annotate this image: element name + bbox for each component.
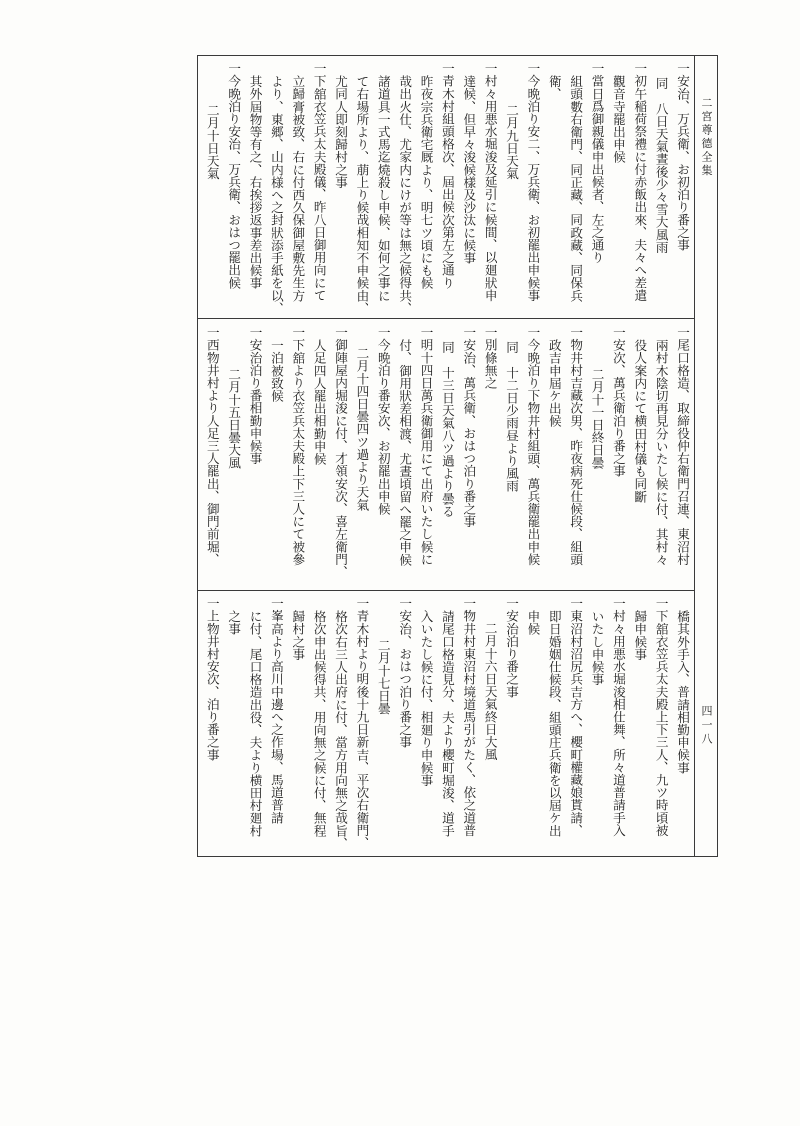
date-heading: 二月十日天氣 [204,103,220,180]
text-column: いたし申候事 [589,609,605,686]
text-column: 尤同人即刻歸村之事 [333,74,348,188]
upper-tier [201,55,693,318]
text-column: 歸村之事 [290,609,306,660]
text-column: 一青木村組頭格次、屆出候次第左之通り [439,62,455,289]
text-column: 一物井村吉藏次男、昨夜病死仕候段、組頭 [568,326,584,566]
date-heading: 同 十二日少雨昼より風雨 [504,341,519,493]
date-heading: 二月九日天氣 [504,103,519,180]
text-column: 一泊被致候 [268,338,284,402]
text-column: 人足四人罷出相勤申候 [311,338,327,465]
date-heading: 二月十四日曇四ツ過より天氣 [354,347,370,512]
text-column: 一今晩泊り下物井村組頭、萬兵衛罷出申候 [525,326,541,566]
text-column: 之事 [226,609,242,635]
text-column: 觀音寺罷出申候 [610,74,626,163]
text-column: 格次右三人出府に付、當方用向無之哉旨、 [333,609,348,849]
text-column: 立歸膏被致、右に付西久保御屋敷先生方 [290,74,306,302]
text-column: 達候、但早々浚候樣及沙汰に候事 [461,74,477,264]
text-column: 一村々用悪水堀浚相仕舞、所々道普請手入 [610,597,626,837]
text-column: 一安治泊り番之事 [504,597,519,698]
date-heading: 二月十六日天氣終日大風 [482,622,498,761]
text-column: 組頭數右衛門、同正藏、同政藏、同保兵 [568,74,584,302]
text-column: 一下舘より衣笠兵太夫殿上下三人にて被參 [290,326,306,566]
header-rule [694,55,695,857]
text-column: 一西物井村より人足三人罷出、御門前堀、 [204,326,220,566]
text-column: 一安次、萬兵衛泊り番之事 [610,326,626,478]
running-title: 二宮尊德全集 [700,97,713,178]
page-number: 四一八 [700,705,713,747]
lower-tier [201,590,693,856]
text-column: 一物井村東沼村境道馬引がたく、依之道普 [461,597,477,837]
text-column: より、東郷、山内様へ之封狀添手紙を以、 [268,74,284,314]
text-column: 付、御用狀差相渡、尤晝頃留へ罷之申候 [397,338,413,566]
text-column: 一安治、おはつ泊り番之事 [397,597,413,749]
date-heading: 二月十五日曇大風 [226,367,242,469]
text-column: 一御陣屋内堀浚に付、才領安次、喜左衛門、 [333,326,348,578]
text-column: 其外屆物等有之、右挨拶返事差出候事 [247,74,263,289]
text-column: 一明十四日萬兵衛御用にて出府いたし候に [418,326,434,566]
text-column: 一東沼村沼尻兵吉方へ、櫻町權藏娘貰請、 [568,597,584,837]
text-column: 諸道具一式馬迄燒殺し申候、如何之事に [375,74,391,302]
text-column: 申候 [525,609,541,635]
text-column: て右場所より、萠上り候哉相知不申候由、 [354,74,370,314]
text-column: 即日婚姻仕候段、組頭庄兵衛を以屆ケ出 [546,609,562,837]
middle-tier [201,318,693,590]
text-column: 衛、 [546,74,562,100]
text-column: に付、尾口格造出役、夫より横田村廻村 [247,609,263,837]
text-column: 一村々用悪水堀浚及延引に候間、以廻狀申 [482,62,498,302]
text-column: 一上物井村安次、泊り番之事 [204,597,220,761]
text-column: 一今晩泊り番安次、お初罷出申候 [375,326,391,515]
text-column: 歸申候事 [632,609,648,660]
text-column: 一今晩泊り安治、万兵衛、おはつ罷出候 [226,62,242,289]
text-column: 一今晩泊り安二、万兵衛、お初罷出申候事 [525,62,541,302]
text-column: 一安治、萬兵衛、おはつ泊り番之事 [461,326,477,528]
text-column: 橋其外手入、普請相勤申候事 [675,609,690,774]
date-heading: 二月十七日曇 [375,638,391,715]
date-heading: 同 十三日天氣八ツ過より曇る [439,341,455,518]
text-column: 一峯高より高川中邊へ之作場、馬道普請 [268,597,284,824]
text-column: 一安治泊り番相勤申候事 [247,326,263,465]
text-column: 兩村木陰切再見分いたし候に付、其村々 [653,338,669,566]
text-column: 請尾口格造見分、夫より櫻町堀浚、道手 [439,609,455,837]
text-column: 昨夜宗兵衛宅厩より、明七ツ頃にも候 [418,74,434,289]
text-column: 哉出火仕、尤家内にけが等は無之候得共、 [397,74,413,314]
text-column: 政吉申屆ケ出候 [546,338,562,427]
text-column: 一安治、万兵衛、お初泊り番之事 [675,62,690,251]
text-column: 一下舘衣笠兵太夫殿儀、昨八日御用向にて [311,62,327,302]
text-column: 同 八日天氣晝後少々雪大風雨 [653,77,669,254]
text-column: 入いたし候に付、相廻り申候事 [418,609,434,786]
text-column: 格次申出候得共、用向無之候に付、無程 [311,609,327,837]
text-column: 一當日爲御親儀申出候者、左之通り [589,62,605,264]
text-column: 一初午稲荷祭禮に付赤飯出來、夫々へ差遣 [632,62,648,302]
text-column: 一青木村より明後十九日新吉、平次右衛門、 [354,597,370,849]
text-column: 役人案内にて横田村儀も同斷 [632,338,648,503]
text-column: 一下舘衣笠兵太夫殿上下三人、九ツ時頃被 [653,597,669,837]
text-column: 一別條無之 [482,326,498,389]
date-heading: 二月十一日終日曇 [589,367,605,469]
text-column: 一尾口格造、取締役仲右衛門召連、東沼村 [675,326,690,566]
